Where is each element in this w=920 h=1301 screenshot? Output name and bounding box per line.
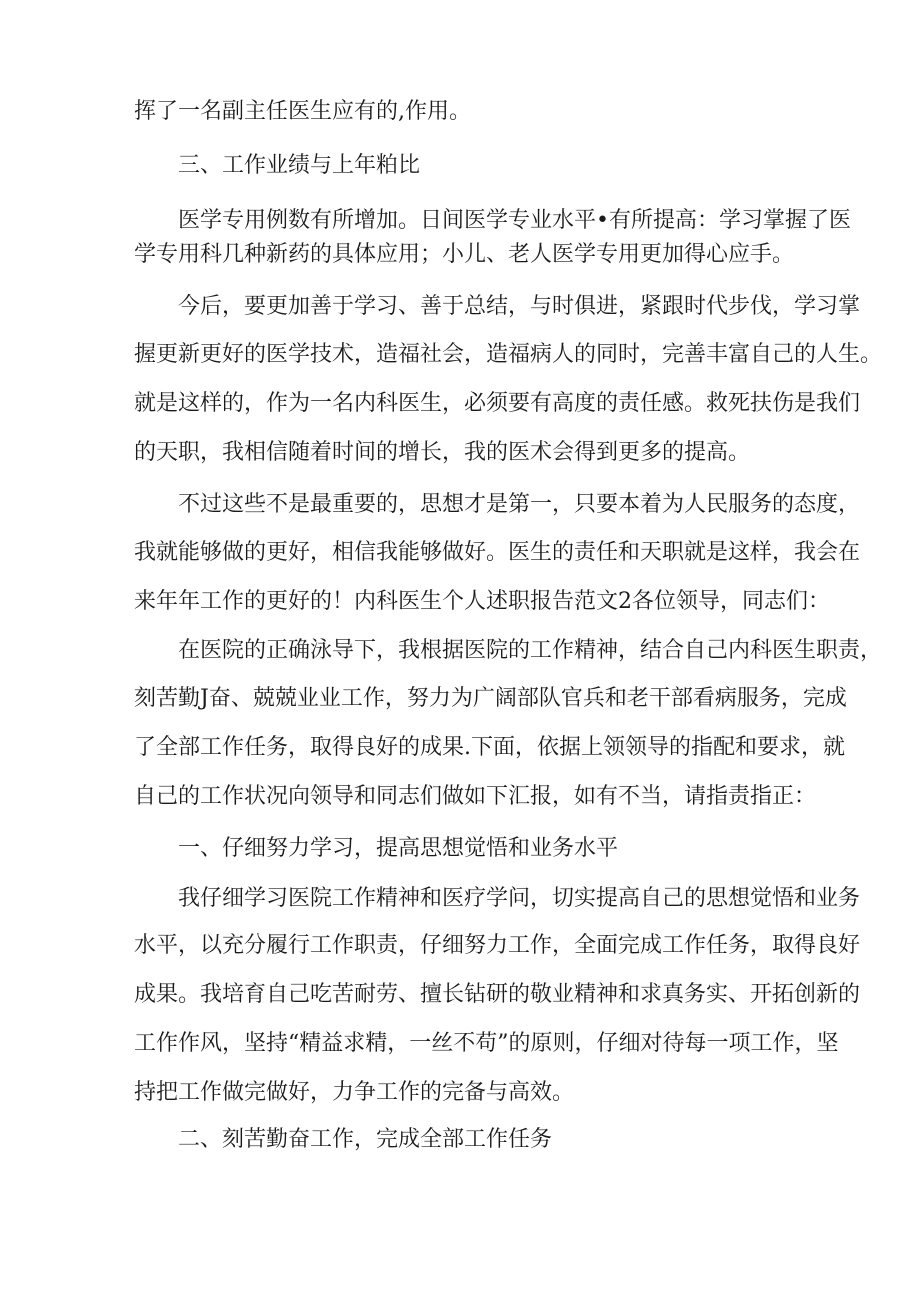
text-line: 今后，要更加善于学习、善于总结，与时俱进，紧跟时代步伐，学习掌 — [178, 294, 861, 319]
text-line: 挥了一名副主任医生应有的,作用。 — [134, 99, 471, 124]
text-line: 成果。我培育自己吃苦耐劳、擅长钻研的敬业精神和求真务实、开拓创新的 — [134, 982, 861, 1007]
text-line: 我就能够做的更好，相信我能够做好。医生的责任和天职就是这样，我会在 — [134, 540, 861, 565]
section-heading: 二、刻苦勤奋工作，完成全部工作任务 — [178, 1127, 553, 1152]
section-heading: 一、仔细努力学习，提高思想觉悟和业务水平 — [178, 836, 619, 861]
text-line: 来年年工作的更好的！内科医生个人述职报告范文2各位领导，同志们： — [134, 589, 830, 614]
text-line: 水平，以充分履行工作职责，仔细努力工作，全面完成工作任务，取得良好 — [134, 933, 861, 958]
text-line: 了全部工作任务，取得良好的成果.下面，依据上领领导的指配和要求，就 — [134, 735, 845, 760]
text-line: 就是这样的，作为一名内科医生，必须要有高度的责任感。救死扶伤是我们 — [134, 391, 861, 416]
text-line: 医学专用例数有所增加。日间医学专业水平•有所提高：学习掌握了医 — [178, 208, 851, 233]
text-line: 学专用科几种新药的具体应用；小儿、老人医学专用更加得心应手。 — [134, 242, 795, 267]
text-line: 工作作风，坚持“精益求精，一丝不苟”的原则，仔细对待每一项工作，坚 — [134, 1031, 839, 1056]
text-line: 不过这些不是最重要的，思想才是第一，只要本着为人民服务的态度， — [178, 492, 861, 517]
text-line: 的天职，我相信随着时间的增长，我的医术会得到更多的提高。 — [134, 440, 751, 465]
text-line: 刻苦勤J奋、兢兢业业工作，努力为广阔部队官兵和老干部看病服务，完成 — [134, 686, 847, 711]
text-line: 握更新更好的医学技术，造福社会，造福病人的同时，完善丰富自己的人生。 — [134, 342, 883, 367]
text-line: 持把工作做完做好，力争工作的完备与高效。 — [134, 1080, 575, 1105]
text-line: 自己的工作状况向领导和同志们做如下汇报，如有不当，请指责指正： — [134, 784, 817, 809]
section-heading: 三、工作业绩与上年粕比 — [178, 153, 421, 178]
text-line: 在医院的正确泳导下，我根据医院的工作精神，结合自己内科医生职责， — [178, 638, 883, 663]
text-line: 我仔细学习医院工作精神和医疗学问，切实提高自己的思想觉悟和业务 — [178, 886, 861, 911]
